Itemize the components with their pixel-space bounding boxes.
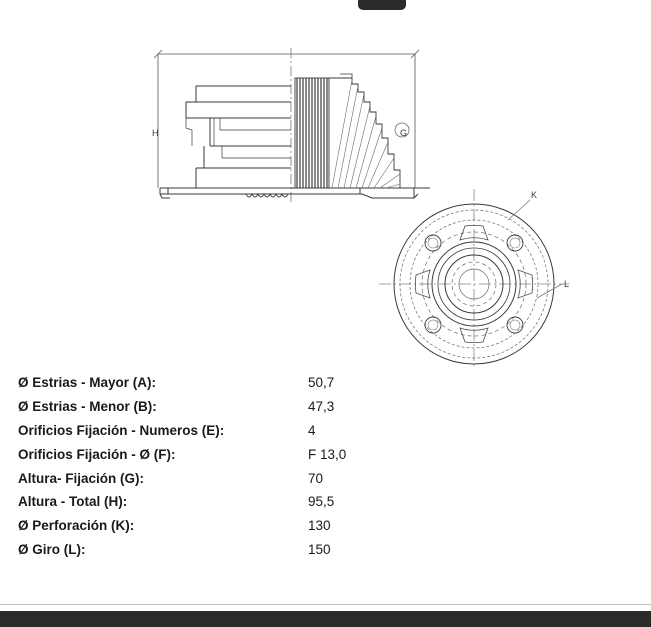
specifications-table bbox=[18, 372, 488, 563]
spec-label: Orificios Fijación - Numeros (E): bbox=[18, 422, 225, 438]
spec-label: Ø Estrias - Mayor (A): bbox=[18, 375, 157, 390]
spec-value: 4 bbox=[308, 422, 316, 438]
spec-label: Ø Perforación (K): bbox=[18, 518, 135, 534]
spec-label: Ø Estrias - Menor (B): bbox=[18, 398, 157, 414]
dim-label-L: L bbox=[564, 279, 570, 289]
spec-value: 95,5 bbox=[308, 494, 335, 510]
dim-label-H: H bbox=[152, 128, 159, 138]
spec-value: F 13,0 bbox=[308, 446, 347, 462]
bottom-divider bbox=[0, 604, 651, 605]
table-row bbox=[18, 444, 488, 468]
spec-label: Ø Giro (L): bbox=[18, 542, 86, 558]
table-row bbox=[18, 372, 488, 396]
spec-value: 150 bbox=[308, 542, 331, 558]
spec-value: 50,7 bbox=[308, 375, 335, 390]
spec-value: 47,3 bbox=[308, 398, 335, 414]
spec-label: Altura - Total (H): bbox=[18, 494, 128, 510]
technical-drawing bbox=[0, 18, 651, 366]
spec-label: Altura- Fijación (G): bbox=[18, 470, 144, 486]
table-row bbox=[18, 515, 488, 539]
dim-label-K: K bbox=[531, 190, 538, 200]
table-row bbox=[18, 491, 488, 515]
dim-label-G: G bbox=[400, 128, 408, 138]
table-row bbox=[18, 468, 488, 492]
spec-value: 70 bbox=[308, 470, 324, 486]
spec-value: 130 bbox=[308, 518, 331, 534]
table-row bbox=[18, 396, 488, 420]
footer-bar bbox=[0, 611, 651, 627]
top-dark-tab bbox=[358, 0, 406, 10]
spec-label: Orificios Fijación - Ø (F): bbox=[18, 446, 176, 462]
table-row bbox=[18, 420, 488, 444]
table-row bbox=[18, 539, 488, 563]
